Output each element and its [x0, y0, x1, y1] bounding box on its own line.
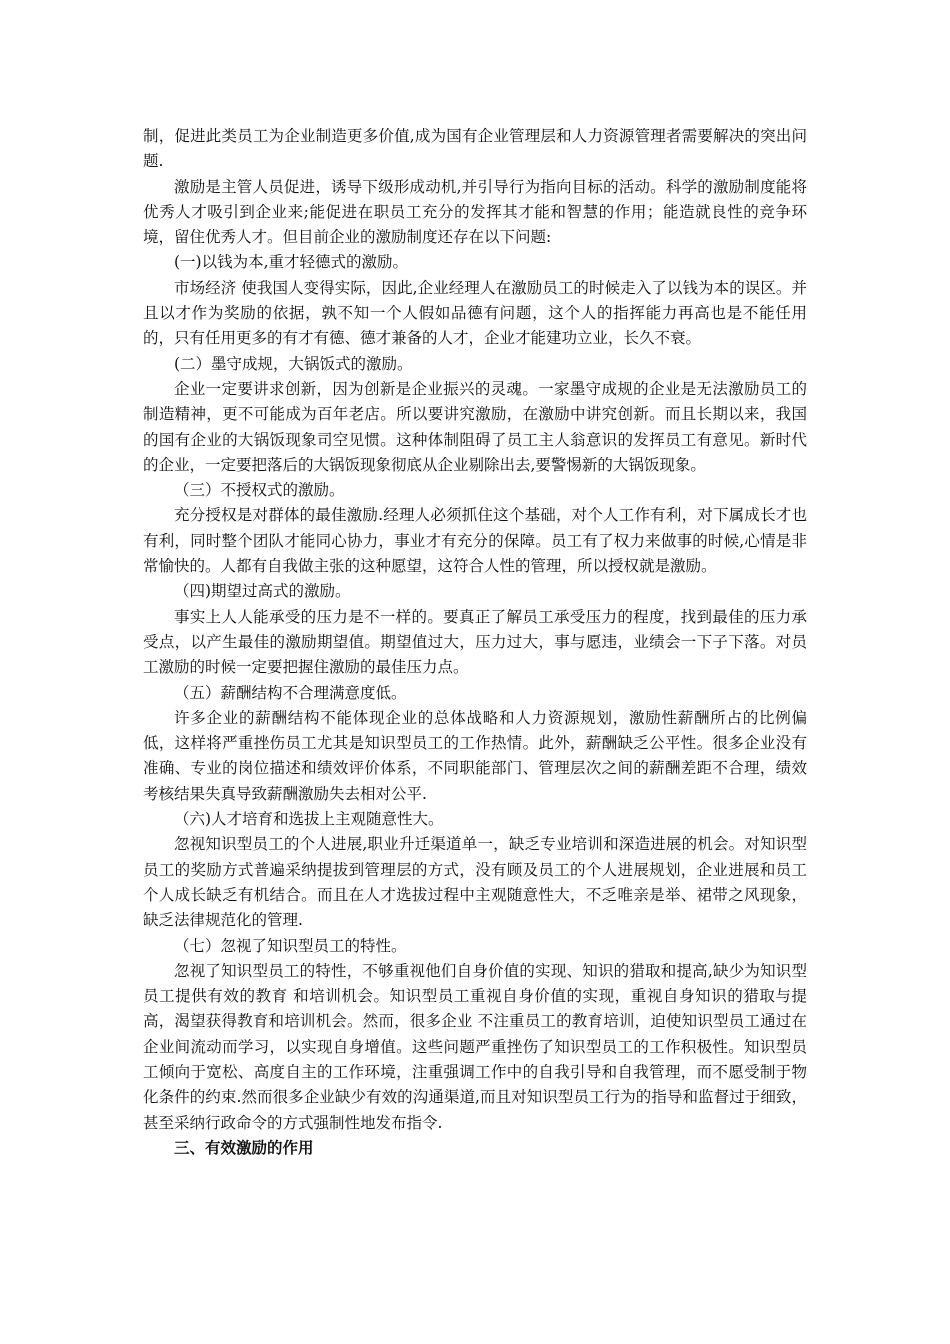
document-body — [143, 124, 807, 1161]
paragraph-3: 充分授权是对群体的最佳激励.经理人必须抓住这个基础，对个人工作有利，对下属成长才也有利，同时整个团队才能同心协力，事业才有充分的保障。员工有了权力来做事的时候,心情是非常愉快的。人都有自我做主张的这种愿望，这符合人性的管理，所以授权就是激励。 — [143, 506, 807, 576]
paragraph-continuation: 制，促进此类员工为企业制造更多价值,成为国有企业管理层和人力资源管理者需要解决的突出问题. — [143, 127, 807, 171]
subheading-4: （四)期望过高式的激励。 — [174, 582, 351, 601]
subheading-7: （七）忽视了知识型员工的特性。 — [174, 936, 407, 955]
paragraph-4: 事实上人人能承受的压力是不一样的。要真正了解员工承受压力的程度，找到最佳的压力承受点，以产生最佳的激励期望值。期望值过大，压力过大，事与愿违，业绩会一下子下落。对员工激励的时候一定要把握住激励的最佳压力点。 — [143, 607, 807, 677]
subheading-2: (二）墨守成规，大锅饭式的激励。 — [174, 354, 413, 373]
paragraph-1: 市场经济 使我国人变得实际，因此,企业经理人在激励员工的时候走入了以钱为本的误区。并且以才作为奖励的依据，孰不知一个人假如品德有问题，这个人的指挥能力再高也是不能任用的，只有任用更多的有才有德、德才兼备的人才，企业才能建功立业，长久不衰。 — [143, 278, 807, 348]
subheading-5: （五）薪酬结构不合理满意度低。 — [174, 683, 407, 702]
paragraph-6: 忽视知识型员工的个人进展,职业升迁渠道单一，缺乏专业培训和深造进展的机会。对知识型员工的奖励方式普遍采纳提拔到管理层的方式，没有顾及员工的个人进展规划，企业进展和员工个人成长缺乏有机结合。而且在人才选拔过程中主观随意性大，不乏唯亲是举、裙带之风现象，缺乏法律规范化的管理. — [143, 835, 807, 930]
paragraph-5: 许多企业的薪酬结构不能体现企业的总体战略和人力资源规划，激励性薪酬所占的比例偏低，这样将严重挫伤员工尤其是知识型员工的工作热情。此外，薪酬缺乏公平性。很多企业没有准确、专业的岗位描述和绩效评价体系，不同职能部门、管理层次之间的薪酬差距不合理，绩效考核结果失真导致薪酬激励失去相对公平. — [143, 708, 807, 803]
paragraph-7: 忽视了知识型员工的特性，不够重视他们自身价值的实现、知识的猎取和提高,缺少为知识型员工提供有效的教育 和培训机会。知识型员工重视自身价值的实现，重视自身知识的猎取与提高，渴望获得教育和培训机会。然而，很多企业 不注重员工的教育培训，迫使知识型员工通过在企业间流动而学习，以实现自身增值。这些问题严重挫伤了知识型员工的工作积极性。知识型员工倾向于宽松、高度自主的工作环境，注重强调工作中的自我引导和自我管理，而不愿受制于物化条件的约束.然而很多企业缺少有效的沟通渠道,而且对知识型员工行为的指导和监督过于细致，甚至采纳行政命令的方式强制性地发布指令. — [143, 961, 807, 1132]
subheading-3: （三）不授权式的激励。 — [174, 481, 345, 500]
paragraph-2: 企业一定要讲求创新，因为创新是企业振兴的灵魂。一家墨守成规的企业是无法激励员工的制造精神，更不可能成为百年老店。所以要讲究激励，在激励中讲究创新。而且长期以来，我国的国有企业的大锅饭现象司空见惯。这种体制阻碍了员工主人翁意识的发挥员工有意见。新时代的企业，一定要把落后的大锅饭现象彻底从企业剔除出去,要警惕新的大锅饭现象。 — [143, 379, 807, 474]
subheading-6: （六)人才培育和选拔上主观随意性大。 — [174, 810, 444, 829]
section-heading: 三、有效激励的作用 — [174, 1138, 314, 1157]
paragraph-intro: 激励是主管人员促进，诱导下级形成动机,并引导行为指向目标的活动。科学的激励制度能将优秀人才吸引到企业来;能促进在职员工充分的发挥其才能和智慧的作用；能造就良性的竞争环境，留住优秀人才。但目前企业的激励制度还存在以下问题: — [143, 177, 807, 247]
subheading-1: (一)以钱为本,重才轻德式的激励。 — [174, 253, 409, 272]
